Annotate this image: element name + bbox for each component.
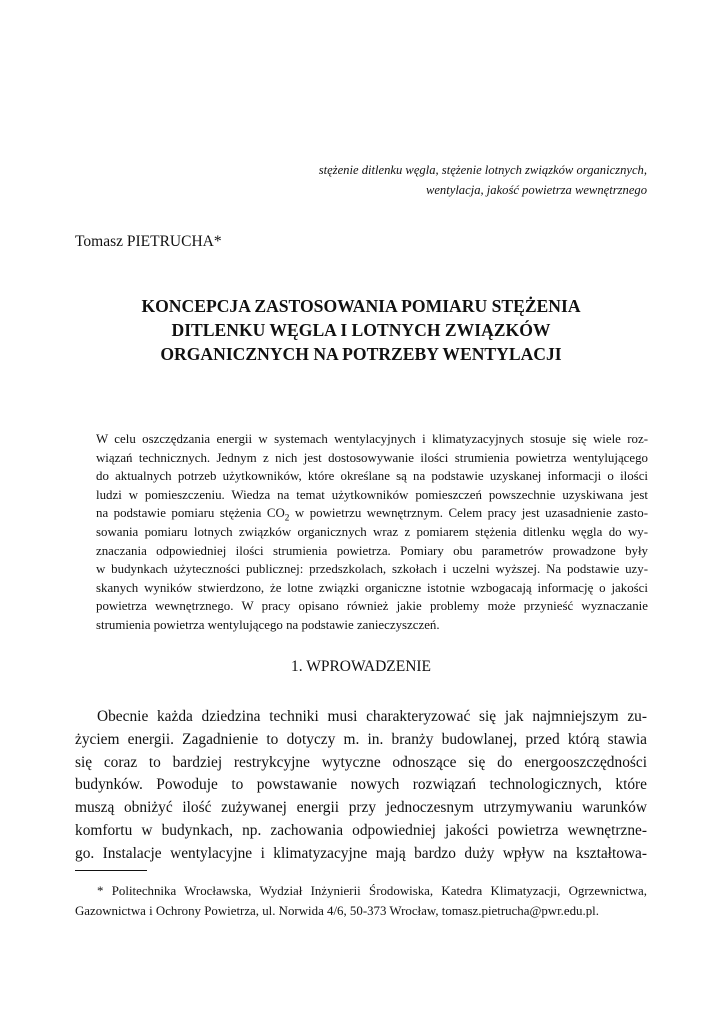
footnote-line: * Politechnika Wrocławska, Wydział Inżynierii Środowiska, Katedra Klimatyzacji, Ogrzewnictwa, [97,884,647,898]
section-heading: 1. WPROWADZENIE [290,658,432,675]
abstract-line: strumienia powietrza wentylującego na podstawie zanieczyszczeń. [96,617,440,632]
abstract-line: w budynkach użyteczności publicznej: przedszkolach, szkołach i uczelni wyższej. Na podstawie uzy- [96,562,648,577]
abstract-line-co2 [96,504,648,523]
paper-title [75,294,647,366]
keywords [167,160,647,200]
abstract-line: ludzi w pomieszczeniu. Wiedza na temat użytkowników pomieszczeń powszechnie uzyskiwana jest [96,487,648,502]
footnote [75,882,647,921]
body-paragraph [75,706,647,866]
abstract-line: wiązań technicznych. Jednym z nich jest dostosowywanie ilości strumienia powietrza wentylującego [96,450,648,465]
body-line: go. Instalacje wentylacyjne i klimatyzacyjne mają bardzo duży wpływ na kształtowa- [75,844,647,862]
abstract-line: do aktualnych potrzeb użytkowników, które określane są na podstawie uzyskanej informacji o ilości [96,469,648,484]
keywords-line: stężenie ditlenku węgla, stężenie lotnych związków organicznych, [318,163,647,177]
abstract-line: powietrza wewnętrznego. W pracy opisano również jakie problemy może przynieść wyznaczanie [96,599,648,614]
keywords-line: wentylacja, jakość powietrza wewnętrznego [425,183,647,197]
abstract-line: znaczania odpowiedniej ilości strumienia powietrza. Pomiary obu parametrów prowadzone były [96,543,648,558]
footnote-divider [75,870,147,871]
abstract-line: sowania pomiaru lotnych związków organicznych wraz z pomiarem stężenia ditlenku węgla do wy- [96,524,648,539]
body-line: się coraz to bardziej restrykcyjne wytyczne odnoszące się do energooszczędności [75,753,647,771]
body-line: muszą obniżyć ilość zużywanej energii przy jednoczesnym utrzymywaniu warunków [75,799,647,817]
body-line: Obecnie każda dziedzina techniki musi charakteryzować się jak najmniejszym zu- [97,708,647,725]
body-line: budynków. Powoduje to powstawanie nowych rozwiązań technologicznych, które [75,776,647,794]
title-line: ORGANICZNYCH NA POTRZEBY WENTYLACJI [160,344,562,364]
title-line: DITLENKU WĘGLA I LOTNYCH ZWIĄZKÓW [171,320,551,340]
abstract-line: W celu oszczędzania energii w systemach wentylacyjnych i klimatyzacyjnych stosuje się wiele roz- [96,432,648,446]
abstract-text: w powietrzu wewnętrznym. Celem pracy jest uzasadnienie zasto- [289,506,649,521]
abstract [96,430,648,635]
co2-subscript: 2 [284,513,290,524]
title-line: KONCEPCJA ZASTOSOWANIA POMIARU STĘŻENIA [141,296,581,316]
author-name: Tomasz PIETRUCHA* [75,233,222,250]
abstract-text: na podstawie pomiaru stężenia CO [96,506,285,521]
body-line: komfortu w budynkach, np. zachowania odpowiedniej jakości powietrza wewnętrzne- [75,821,647,839]
abstract-line: skanych wyników stwierdzono, że lotne związki organiczne istotnie wzbogacają informację o jakości [96,580,648,595]
body-line: życiem energii. Zagadnienie to dotyczy m. in. branży budowlanej, przed którą stawia [75,730,647,748]
footnote-line: Gazownictwa i Ochrony Powietrza, ul. Norwida 4/6, 50-373 Wrocław, tomasz.pietrucha@pwr.edu.pl. [75,903,599,918]
